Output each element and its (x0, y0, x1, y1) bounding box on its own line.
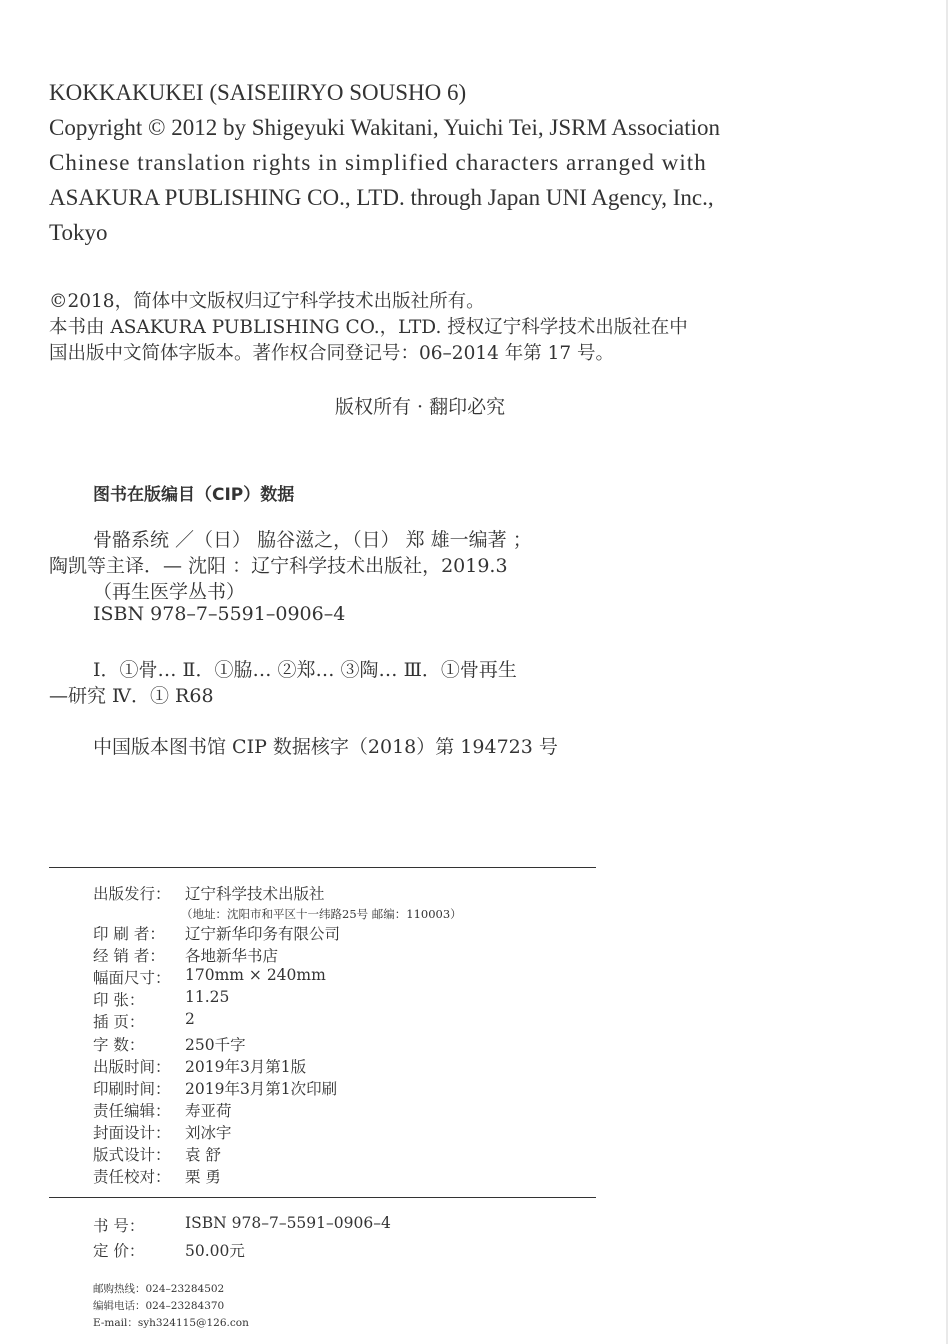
divider-bottom (49, 1197, 596, 1198)
detail-label: 版式设计： (93, 1146, 171, 1164)
cip-line-series: （再生医学丛书） (93, 581, 246, 603)
cip-line-isbn: ISBN 978–7–5591–0906–4 (93, 603, 346, 625)
email: E-mail：syh324115@126.con (93, 1317, 249, 1329)
detail-value: 栗 勇 (185, 1168, 221, 1187)
publisher-label: 出版发行： (93, 885, 171, 903)
detail-label: 字 数： (93, 1035, 145, 1054)
cip-classification-1: Ⅰ．①骨… Ⅱ．①脇… ②郑… ③陶… Ⅲ．①骨再生 (93, 659, 517, 681)
agency-line: ASAKURA PUBLISHING CO., LTD. through Japan UNI Agency, Inc., (49, 185, 714, 210)
city-line: Tokyo (49, 220, 108, 245)
detail-label: 印 张： (93, 991, 145, 1010)
detail-label: 责任编辑： (93, 1101, 171, 1120)
detail-value: 各地新华书店 (185, 947, 279, 966)
copyright-cn-line-3: 国出版中文简体字版本。著作权合同登记号：06–2014 年第 17 号。 (49, 343, 615, 364)
detail-value: 2019年3月第1次印刷 (185, 1079, 338, 1098)
detail-label: 经 销 者： (93, 947, 165, 966)
cip-line-publisher: 陶凯等主译．— 沈阳 ：辽宁科学技术出版社，2019.3 (49, 555, 508, 577)
detail-value: 50.00元 (185, 1242, 245, 1260)
detail-value: ISBN 978–7–5591–0906–4 (185, 1214, 391, 1232)
detail-label: 出版时间： (93, 1057, 171, 1076)
detail-value: 170mm × 240mm (185, 966, 326, 985)
cip-classification-2: —研究 Ⅳ．① R68 (49, 685, 214, 707)
detail-value: 11.25 (185, 988, 230, 1007)
detail-value: 辽宁新华印务有限公司 (185, 925, 341, 943)
detail-value: 袁 舒 (185, 1146, 221, 1164)
publisher-value: 辽宁科学技术出版社 (185, 885, 325, 903)
translation-rights-line: Chinese translation rights in simplified characters arranged with (49, 150, 707, 175)
detail-label: 封面设计： (93, 1123, 171, 1142)
detail-value: 2 (185, 1010, 195, 1029)
scan-edge-shadow (946, 0, 948, 1344)
rights-notice: 版权所有 · 翻印必究 (335, 396, 506, 418)
divider-top (49, 867, 596, 868)
detail-label: 插 页： (93, 1013, 145, 1032)
detail-label: 书 号： (93, 1217, 145, 1235)
detail-label: 印刷时间： (93, 1079, 171, 1098)
cip-heading: 图书在版编目（CIP）数据 (93, 485, 295, 505)
cip-line-authors: 骨骼系统 ／（日） 脇谷滋之，（日） 郑 雄一编著 ； (93, 529, 532, 551)
detail-value: 刘冰宇 (185, 1123, 232, 1142)
detail-label: 幅面尺寸： (93, 969, 171, 988)
series-title-line: KOKKAKUKEI (SAISEIIRYO SOUSHO 6) (49, 80, 467, 105)
publisher-address: （地址：沈阳市和平区十一纬路25号 邮编：110003） (181, 907, 462, 921)
editor-phone: 编辑电话：024–23284370 (93, 1300, 225, 1312)
detail-value: 250千字 (185, 1035, 246, 1054)
copyright-cn-line-1: ©2018，简体中文版权归辽宁科学技术出版社所有。 (49, 291, 485, 312)
cip-verification: 中国版本图书馆 CIP 数据核字（2018）第 194723 号 (93, 736, 558, 758)
copyright-cn-line-2: 本书由 ASAKURA PUBLISHING CO.，LTD. 授权辽宁科学技术出版社在中 (49, 317, 688, 338)
detail-label: 印 刷 者： (93, 925, 165, 943)
detail-value: 寿亚荷 (185, 1101, 232, 1120)
detail-label: 责任校对： (93, 1168, 171, 1187)
copyright-line: Copyright © 2012 by Shigeyuki Wakitani, Yuichi Tei, JSRM Association (49, 115, 721, 140)
detail-value: 2019年3月第1版 (185, 1057, 307, 1076)
mail-order-hotline: 邮购热线：024–23284502 (93, 1283, 225, 1295)
detail-label: 定 价： (93, 1242, 145, 1260)
